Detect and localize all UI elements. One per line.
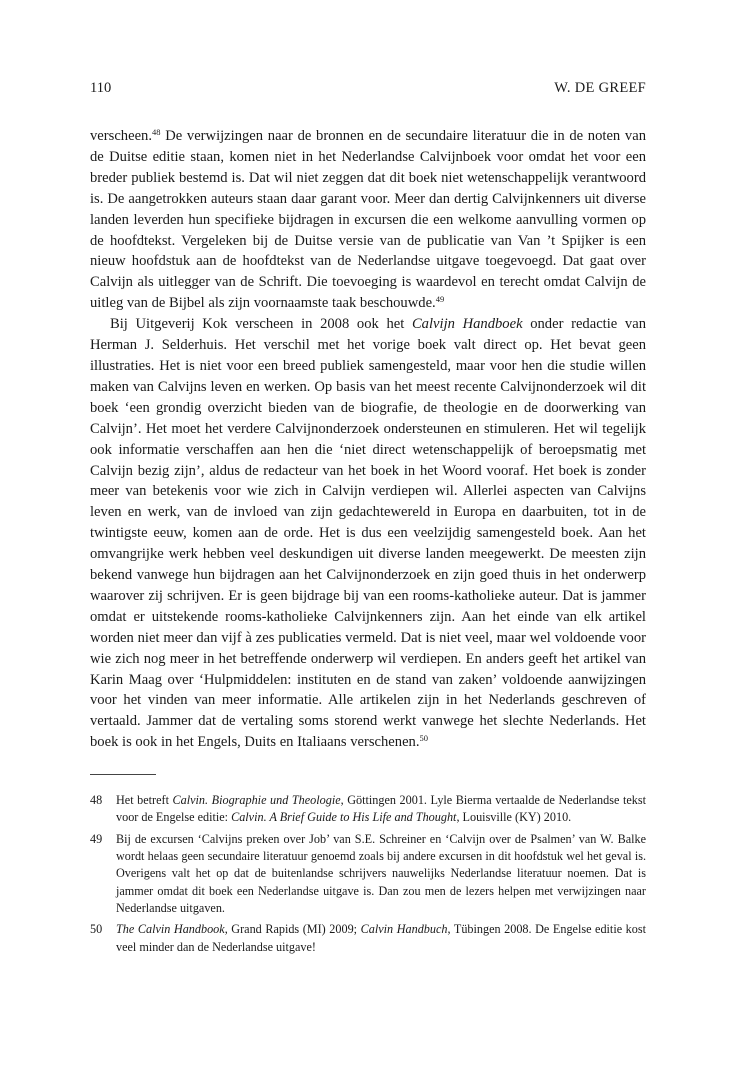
footnote-divider: [90, 774, 156, 775]
footnote-text: Bij de excursen ‘Calvijns preken over Job’ van S.E. Schreiner en ‘Calvijn over de Psalmen’ van W. Balke wordt helaas geen secundaire literatuur genoemd zoals bij andere excursen in dit hoofdstuk wel het geval is. Overigens valt het op dat de buitenlandse schrijvers nauwelijks Nederlandse literatuur noemen. Dat is jammer omdat dit boek een Nederlandse uitgave is. Dan zou men de lezers helpen met verwijzingen naar Nederlandse uitgaven.: [116, 831, 646, 915]
book-page: [90, 78, 646, 960]
footnote-48-title-b: Calvin. A Brief Guide to His Life and Thought: [231, 810, 457, 825]
footnote-50-title-a: The Calvin Handbook: [116, 922, 225, 937]
footnote-48: [90, 792, 646, 827]
page-number: 110: [90, 80, 112, 96]
footnote-48-text-b: , Göttingen 2001. Lyle Bierma vertaalde de Nederlandse tekst voor de Engelse editie:: [116, 793, 646, 825]
paragraph-1-text-a: verscheen.: [90, 128, 152, 144]
paragraph-1: [90, 126, 646, 314]
footnote-48-title-a: Calvin. Biographie und Theologie: [172, 793, 341, 808]
paragraph-2-text-a: Bij Uitgeverij Kok verscheen in 2008 ook het: [110, 316, 412, 333]
running-title: W. DE GREEF: [554, 80, 646, 96]
footnote-text: [116, 921, 646, 956]
footnote-50-text-a: , Grand Rapids (MI) 2009;: [224, 922, 361, 937]
footnote-number: 48: [90, 793, 103, 808]
main-text: [90, 126, 646, 753]
footnote-text: [116, 792, 646, 827]
footnote-50: [90, 921, 646, 956]
book-title-calvijn-handboek: Calvijn Handboek: [411, 316, 523, 333]
footnote-ref-49: 49: [435, 294, 445, 305]
footnote-48-text-a: Het betreft: [116, 793, 173, 808]
footnote-number: 49: [90, 831, 103, 846]
paragraph-2-text-b: onder redactie van Herman J. Selderhuis. Het verschil met het vorige boek valt direct op. Het bevat geen illustraties. Het is niet voor een breed publiek samengesteld, maar voor hen die studie willen maken van Calvijns leven en werken. Op basis van het meest recente Calvijnonderzoek wil dit boek ‘een grondig overzicht bieden van de biografie, de theologie en de doorwerking van Calvijn’. Het moet het verdere Calvijnonderzoek ondersteunen en stimuleren. Het wil tegelijk ook informatie verschaffen aan hen die ‘niet direct wetenschappelijk of beroepsmatig met Calvijn bezig zijn’, aldus de redacteur van het boek in het Woord vooraf. Het boek is zonder meer van betekenis voor wie zich in Calvijn verdiepen wil. Allerlei aspecten van Calvijns leven en werk, van de invloed van zijn gedachtewereld in Europa en daarbuiten, tot in de twintigste eeuw, komen aan de orde. Het is dus een veelzijdig samengesteld boek. Aan het omvangrijke werk hebben veel deskundigen uit diverse landen meegewerkt. De meesten zijn bekend vanwege hun bijdragen aan het Calvijnonderzoek en zijn goed thuis in het onderwerp waarover zij schrijven. Er is geen bijdrage bij van een rooms-katholieke auteur. Dat is jammer omdat er uitstekende rooms-katholieke Calvijnkenners zijn. Aan het einde van elk artikel worden niet meer dan vijf à zes publicaties vermeld. Dat is niet veel, maar wel voldoende voor wie zich nog meer in het betreffende onderwerp wil verdiepen. En anders geeft het artikel van Karin Maag over ‘Hulpmiddelen: instituten en de stand van zaken’ voldoende aanwijzingen voor het vinden van meer informatie. Alle artikelen zijn in het Nederlands geschreven of vertaald. Jammer dat de vertaling soms storend werkt vanwege het slechte Nederlands. Het boek is ook in het Engels, Duits en Italiaans verschenen.: [90, 316, 646, 751]
footnote-number: 50: [90, 922, 103, 937]
footnote-ref-48: 48: [152, 127, 161, 137]
footnote-50-title-b: Calvin Handbuch: [360, 922, 448, 937]
paragraph-2: [90, 314, 646, 753]
footnote-ref-50: 50: [419, 733, 428, 744]
footnotes: [90, 792, 646, 956]
footnote-48-text-c: , Louisville (KY) 2010.: [456, 810, 572, 825]
paragraph-1-text-b: De verwijzingen naar de bronnen en de secundaire literatuur die in de noten van de Duitse editie staan, komen niet in het Nederlandse Calvijnboek voor omdat het voor een breder publiek bestemd is. Dat wil niet zeggen dat dit boek niet wetenschappelijk verantwoord is. De aangetrokken auteurs staan daar garant voor. Meer dan dertig Calvijnkenners uit diverse landen leverden hun specifieke bijdragen in excursen die een welkome aanvulling vormen op de hoofdtekst. Vergeleken bij de Duitse versie van de publicatie van Van ’t Spijker is een nieuw hoofdstuk aan de hoofdtekst van de Nederlandse uitgave toegevoegd. Dat gaat over Calvijn als uitlegger van de Schrift. Die toevoeging is waardevol en terecht omdat Calvijn de uitleg van de Bijbel als zijn voornaamste taak beschouwde.: [90, 128, 646, 312]
footnote-50-text-b: , Tübingen 2008. De Engelse editie kost veel minder dan de Nederlandse uitgave!: [116, 922, 646, 954]
footnote-49: [90, 831, 646, 917]
running-head: [90, 78, 646, 98]
